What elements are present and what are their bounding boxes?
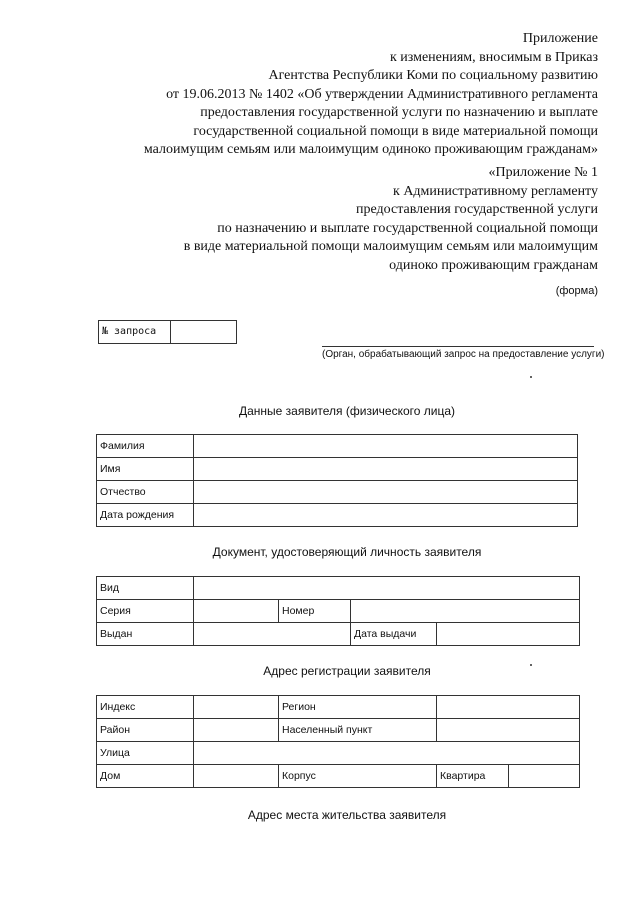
appendix-line: «Приложение № 1 <box>488 165 598 180</box>
appendix-line: в виде материальной помощи малоимущим семьям или малоимущим <box>183 239 598 254</box>
index-label: Индекс <box>97 696 194 719</box>
table-row <box>97 577 580 600</box>
house-field[interactable] <box>194 765 279 788</box>
doc-issue-date-label: Дата выдачи <box>351 623 437 646</box>
doc-issued-by-field[interactable] <box>194 623 351 646</box>
form-label: (форма) <box>555 285 598 297</box>
patronymic-label: Отчество <box>97 481 194 504</box>
doc-series-label: Серия <box>97 600 194 623</box>
doc-issue-date-field[interactable] <box>437 623 580 646</box>
appendix-line: по назначению и выплате государственной социальной помощи <box>217 220 598 236</box>
table-row <box>97 623 580 646</box>
locality-field[interactable] <box>437 719 580 742</box>
request-number-box <box>98 320 237 344</box>
doc-type-label: Вид <box>97 577 194 600</box>
appendix-line: к Административному регламенту <box>393 183 598 199</box>
applicant-section-title: Данные заявителя (физического лица) <box>238 404 456 418</box>
header-line: Приложение <box>522 31 598 46</box>
street-field[interactable] <box>194 742 580 765</box>
identity-doc-section-title: Документ, удостоверяющий личность заявителя <box>212 545 482 559</box>
organ-caption: (Орган, обрабатывающий запрос на предоставление услуги) <box>322 349 605 360</box>
surname-label: Фамилия <box>97 435 194 458</box>
region-label: Регион <box>279 696 437 719</box>
request-number-field[interactable] <box>171 321 236 343</box>
doc-number-label: Номер <box>279 600 351 623</box>
locality-label: Населенный пункт <box>279 719 437 742</box>
table-row <box>97 742 580 765</box>
table-row <box>97 600 580 623</box>
table-row <box>97 458 578 481</box>
doc-series-field[interactable] <box>194 600 279 623</box>
request-number-label: № запроса <box>99 321 171 343</box>
identity-doc-table <box>96 576 580 646</box>
table-row <box>97 481 578 504</box>
district-field[interactable] <box>194 719 279 742</box>
house-label: Дом <box>97 765 194 788</box>
applicant-table <box>96 434 578 527</box>
organ-line <box>322 346 594 347</box>
header-line: от 19.06.2013 № 1402 «Об утверждении Административного регламента <box>166 86 598 102</box>
scan-dot <box>530 376 532 378</box>
first-name-field[interactable] <box>194 458 578 481</box>
header-line: Агентства Республики Коми по социальному развитию <box>268 68 598 83</box>
header-line: предоставления государственной услуги по назначению и выплате <box>200 105 598 120</box>
birth-date-label: Дата рождения <box>97 504 194 527</box>
registration-address-title: Адрес регистрации заявителя <box>263 664 431 678</box>
appendix-line: предоставления государственной услуги <box>356 202 598 217</box>
table-row <box>97 719 580 742</box>
doc-type-field[interactable] <box>194 577 580 600</box>
surname-field[interactable] <box>194 435 578 458</box>
residence-address-title: Адрес места жительства заявителя <box>247 808 447 822</box>
first-name-label: Имя <box>97 458 194 481</box>
header-line: к изменениям, вносимым в Приказ <box>389 49 598 65</box>
building-label: Корпус <box>279 765 437 788</box>
region-field[interactable] <box>437 696 580 719</box>
patronymic-field[interactable] <box>194 481 578 504</box>
street-label: Улица <box>97 742 194 765</box>
header-line: малоимущим семьям или малоимущим одиноко проживающим гражданам» <box>143 142 598 157</box>
appendix-header <box>38 164 598 275</box>
table-row <box>97 696 580 719</box>
district-label: Район <box>97 719 194 742</box>
birth-date-field[interactable] <box>194 504 578 527</box>
doc-issued-by-label: Выдан <box>97 623 194 646</box>
apartment-field[interactable] <box>509 765 580 788</box>
apartment-label: Квартира <box>437 765 509 788</box>
registration-address-table <box>96 695 580 788</box>
index-field[interactable] <box>194 696 279 719</box>
table-row <box>97 435 578 458</box>
table-row <box>97 765 580 788</box>
order-header <box>38 30 598 160</box>
doc-number-field[interactable] <box>351 600 580 623</box>
appendix-line: одиноко проживающим гражданам <box>389 257 598 273</box>
header-line: государственной социальной помощи в виде материальной помощи <box>193 123 598 139</box>
table-row <box>97 504 578 527</box>
